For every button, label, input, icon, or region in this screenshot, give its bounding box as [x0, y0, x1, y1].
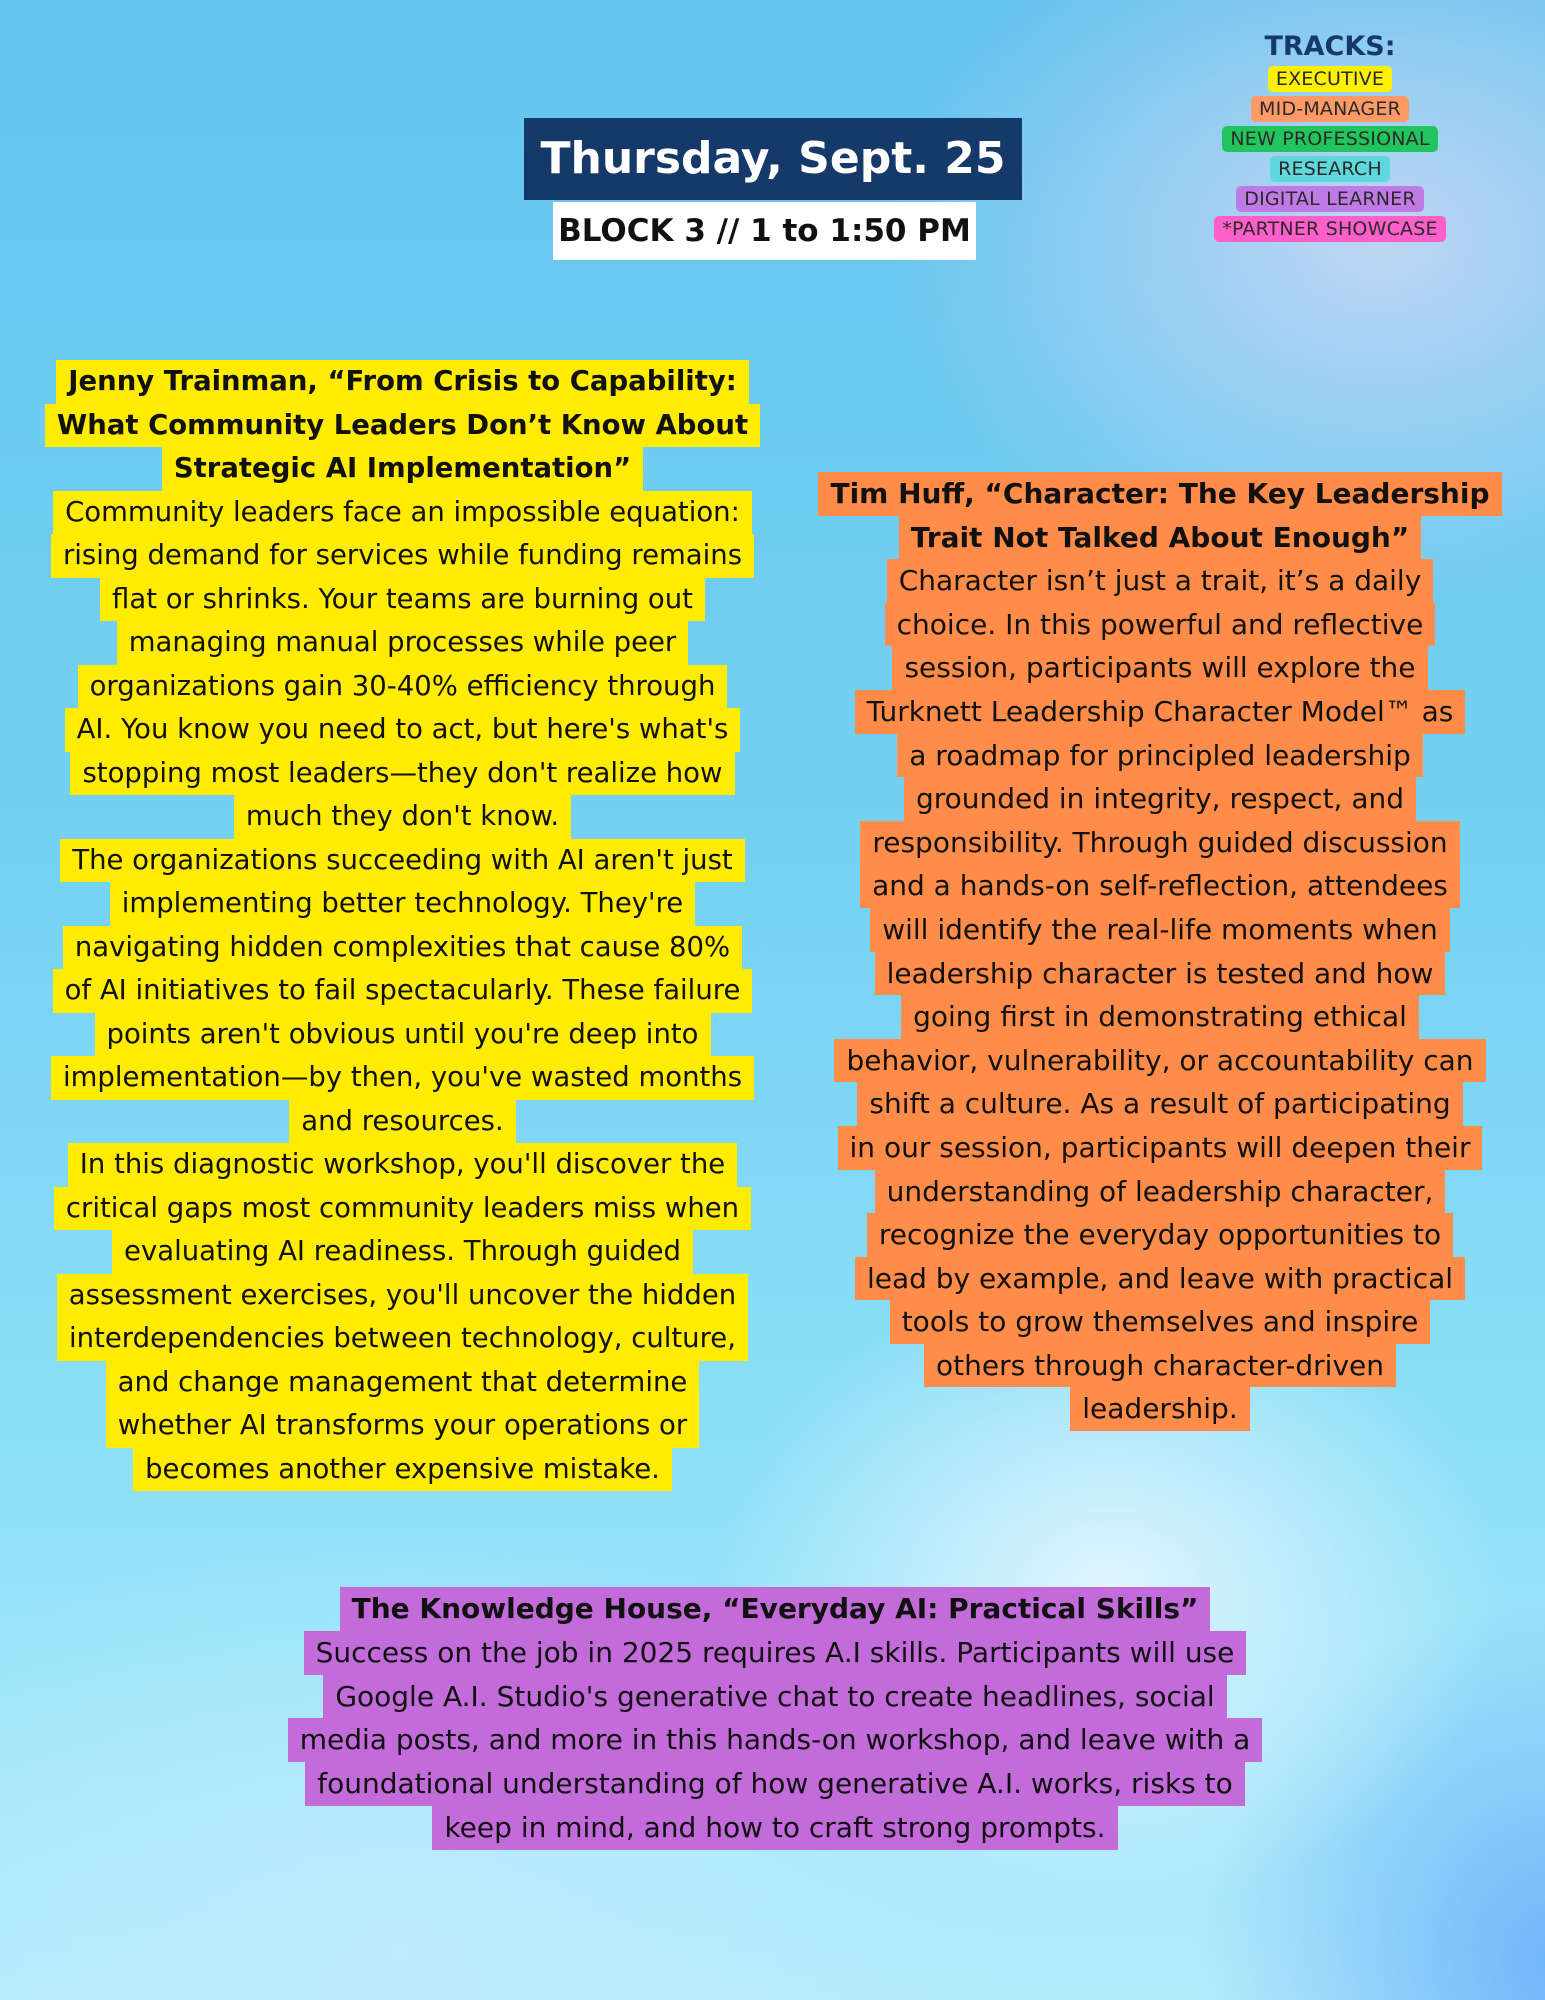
session-description-line: media posts, and more in this hands-on workshop, and leave with a	[288, 1718, 1263, 1762]
session-description-line: The organizations succeeding with AI aren't just	[60, 839, 744, 883]
track-pill: MID-MANAGER	[1251, 96, 1409, 122]
session-description-line: others through character-driven	[924, 1344, 1396, 1388]
session-description-line: of AI initiatives to fail spectacularly. These failure	[53, 969, 753, 1013]
session-description-line: in our session, participants will deepen their	[838, 1126, 1483, 1170]
session-description-line: leadership.	[1070, 1387, 1249, 1431]
session-description-line: foundational understanding of how generative A.I. works, risks to	[305, 1762, 1244, 1806]
session-description-line: critical gaps most community leaders miss when	[54, 1187, 751, 1231]
session-description-line: AI. You know you need to act, but here's what's	[65, 708, 741, 752]
session-description-line: Community leaders face an impossible equation:	[53, 491, 752, 535]
session-description-line: and resources.	[289, 1100, 516, 1144]
session-description-line: and a hands-on self-reflection, attendees	[860, 864, 1460, 908]
session-title-line: The Knowledge House, “Everyday AI: Practical Skills”	[340, 1587, 1211, 1631]
session-description-line: rising demand for services while funding remains	[51, 534, 754, 578]
session-description-line: Success on the job in 2025 requires A.I skills. Participants will use	[304, 1631, 1247, 1675]
track-pill: EXECUTIVE	[1268, 66, 1392, 92]
track-item	[1165, 66, 1495, 96]
session-description-line: much they don't know.	[234, 795, 571, 839]
session-description-line: recognize the everyday opportunities to	[867, 1213, 1453, 1257]
session-description-line: behavior, vulnerability, or accountability can	[834, 1039, 1485, 1083]
track-pill: *PARTNER SHOWCASE	[1214, 216, 1445, 242]
track-item	[1165, 96, 1495, 126]
session-title-line: What Community Leaders Don’t Know About	[45, 404, 760, 448]
session-description-line: flat or shrinks. Your teams are burning out	[100, 578, 705, 622]
session-description-line: leadership character is tested and how	[875, 952, 1446, 996]
session-description-line: navigating hidden complexities that cause 80%	[63, 926, 742, 970]
session-description-line: becomes another expensive mistake.	[133, 1448, 672, 1492]
session-description-line: shift a culture. As a result of participating	[857, 1082, 1462, 1126]
session-title-line: Strategic AI Implementation”	[162, 447, 643, 491]
session-description-line: Google A.I. Studio's generative chat to create headlines, social	[323, 1675, 1226, 1719]
session-description-line: In this diagnostic workshop, you'll discover the	[68, 1143, 737, 1187]
session-description-line: going first in demonstrating ethical	[901, 995, 1419, 1039]
session-title-line: Trait Not Talked About Enough”	[899, 516, 1422, 560]
session-description-line: implementation—by then, you've wasted months	[51, 1056, 754, 1100]
session-knowledge-house	[245, 1587, 1305, 1850]
time-block-label: BLOCK 3 // 1 to 1:50 PM	[553, 202, 976, 260]
session-description-line: keep in mind, and how to craft strong prompts.	[432, 1806, 1117, 1850]
session-title-line: Jenny Trainman, “From Crisis to Capability:	[56, 360, 749, 404]
track-pill: NEW PROFESSIONAL	[1222, 126, 1437, 152]
session-description-line: whether AI transforms your operations or	[106, 1404, 699, 1448]
session-description-line: responsibility. Through guided discussion	[860, 821, 1459, 865]
session-description-line: understanding of leadership character,	[875, 1170, 1446, 1214]
session-description-line: Turknett Leadership Character Model™ as	[855, 690, 1466, 734]
track-pill: RESEARCH	[1270, 156, 1390, 182]
session-description-line: Character isn’t just a trait, it’s a daily	[887, 559, 1434, 603]
session-description-line: stopping most leaders—they don't realize how	[70, 752, 734, 796]
track-item	[1165, 156, 1495, 186]
session-description-line: grounded in integrity, respect, and	[904, 777, 1416, 821]
session-description-line: implementing better technology. They're	[110, 882, 695, 926]
session-description-line: managing manual processes while peer	[117, 621, 689, 665]
tracks-heading: TRACKS:	[1264, 31, 1396, 62]
track-item	[1165, 126, 1495, 156]
session-tim-huff	[810, 472, 1510, 1431]
track-item	[1165, 216, 1495, 246]
session-description-line: choice. In this powerful and reflective	[885, 603, 1436, 647]
session-description-line: a roadmap for principled leadership	[897, 734, 1423, 778]
session-description-line: session, participants will explore the	[892, 646, 1427, 690]
session-jenny-trainman	[15, 360, 790, 1491]
session-description-line: lead by example, and leave with practical	[855, 1257, 1465, 1301]
event-date-banner: Thursday, Sept. 25	[524, 118, 1022, 200]
track-pill: DIGITAL LEARNER	[1236, 186, 1424, 212]
session-title-line: Tim Huff, “Character: The Key Leadership	[818, 472, 1501, 516]
tracks-legend	[1165, 30, 1495, 246]
session-description-line: interdependencies between technology, culture,	[57, 1317, 748, 1361]
session-description-line: points aren't obvious until you're deep into	[95, 1013, 711, 1057]
session-description-line: and change management that determine	[106, 1361, 700, 1405]
track-item	[1165, 186, 1495, 216]
tracks-list	[1165, 66, 1495, 246]
session-description-line: tools to grow themselves and inspire	[890, 1300, 1431, 1344]
session-description-line: evaluating AI readiness. Through guided	[112, 1230, 693, 1274]
session-description-line: organizations gain 30-40% efficiency through	[78, 665, 728, 709]
session-description-line: will identify the real-life moments when	[870, 908, 1450, 952]
session-description-line: assessment exercises, you'll uncover the hidden	[57, 1274, 748, 1318]
